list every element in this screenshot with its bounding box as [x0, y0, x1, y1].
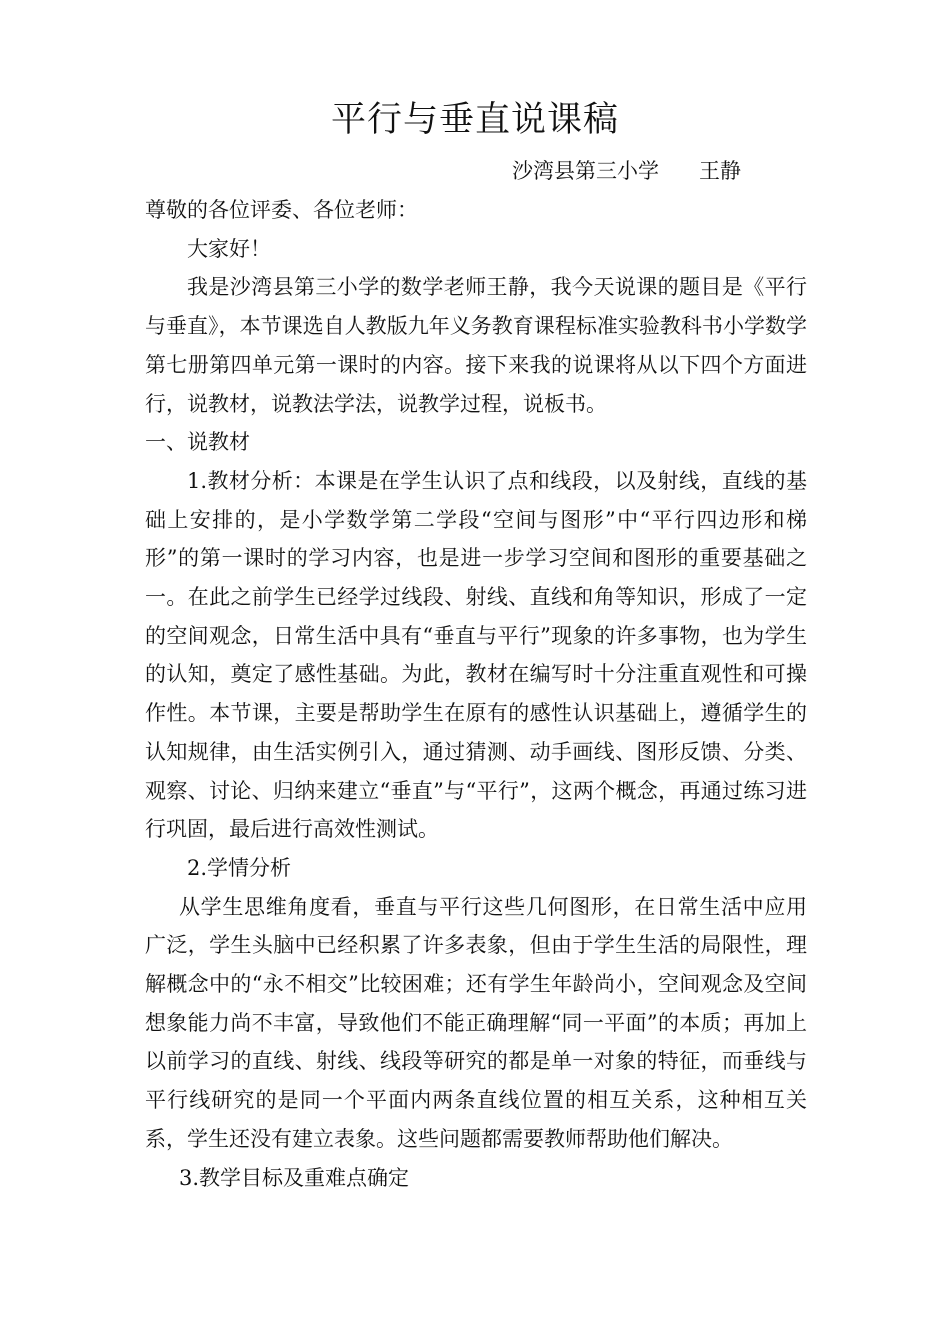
subheading-learner-analysis: 2.学情分析	[187, 855, 292, 880]
document-body	[145, 191, 807, 1197]
document-title: 平行与垂直说课稿	[330, 100, 619, 140]
author-line: 沙湾县第三小学 王静	[512, 159, 742, 183]
intro-paragraph: 我是沙湾县第三小学的数学老师王静，我今天说课的题目是《平行与垂直》，本节课选自人教版九年义务教育课程标准实验教科书小学数学第七册第四单元第一课时的内容。接下来我的说课将从以下四个方面进行，说教材，说教法学法，说教学过程，说板书。	[145, 275, 807, 416]
salutation: 尊敬的各位评委、各位老师：	[145, 198, 418, 222]
subheading-teaching-goals: 3.教学目标及重难点确定	[179, 1165, 410, 1190]
textbook-analysis-paragraph: 1.教材分析：本课是在学生认识了点和线段，以及射线，直线的基础上安排的，是小学数学第二学段“空间与图形”中“平行四边形和梯形”的第一课时的学习内容，也是进一步学习空间和图形的重要基础之一。在此之前学生已经学过线段、射线、直线和角等知识，形成了一定的空间观念，日常生活中具有“垂直与平行”现象的许多事物，也为学生的认知，奠定了感性基础。为此，教材在编写时十分注重直观性和可操作性。本节课，主要是帮助学生在原有的感性认识基础上，遵循学生的认知规律，由生活实例引入，通过猜测、动手画线、图形反馈、分类、观察、讨论、归纳来建立“垂直”与“平行”，这两个概念，再通过练习进行巩固，最后进行高效性测试。	[145, 468, 807, 842]
learner-analysis-paragraph: 从学生思维角度看，垂直与平行这些几何图形，在日常生活中应用广泛，学生头脑中已经积累了许多表象，但由于学生生活的局限性，理解概念中的“永不相交”比较困难；还有学生年龄尚小，空间观念及空间想象能力尚不丰富，导致他们不能正确理解“同一平面”的本质；再加上以前学习的直线、射线、线段等研究的都是单一对象的特征，而垂线与平行线研究的是同一个平面内两条直线位置的相互关系，这种相互关系，学生还没有建立表象。这些问题都需要教师帮助他们解决。	[145, 894, 807, 1151]
section-heading-textbook: 一、说教材	[145, 430, 250, 455]
greeting: 大家好！	[187, 236, 271, 261]
